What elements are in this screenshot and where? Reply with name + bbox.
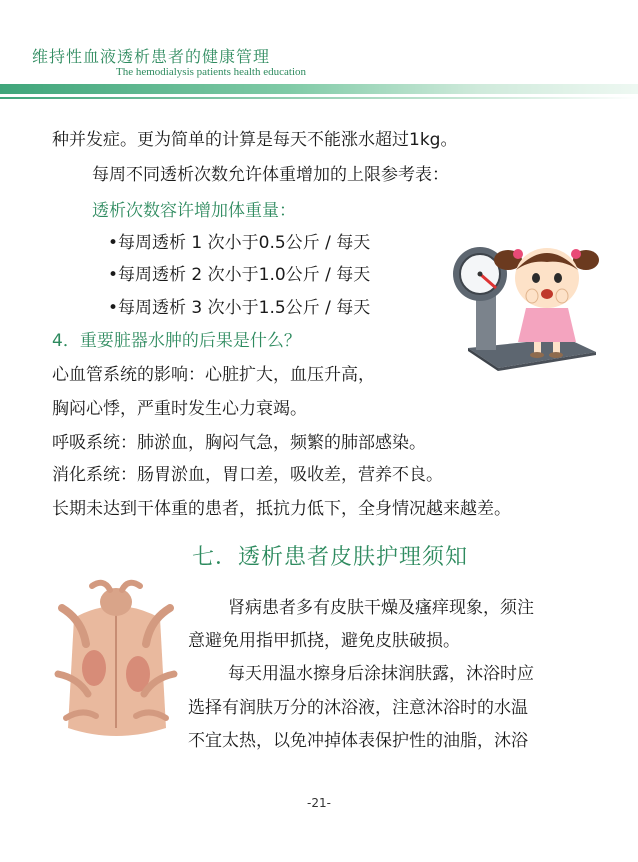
- section7-line: 每天用温水擦身后涂抹润肤露，沐浴时应: [228, 664, 534, 684]
- effect-line: 呼吸系统：肺淤血，胸闷气急，频繁的肺部感染。: [52, 433, 426, 453]
- body-line-1: 种并发症。更为简单的计算是每天不能涨水超过1kg。: [52, 130, 458, 150]
- girl-on-scale-illustration: [446, 230, 606, 372]
- header-bar: [0, 84, 638, 94]
- section-title: 七．透析患者皮肤护理须知: [192, 545, 469, 570]
- section7-line: 选择有润肤万分的沐浴液，注意沐浴时的水温: [188, 698, 528, 718]
- list-item: •每周透析 2 次小于1.0公斤 / 每天: [108, 265, 371, 285]
- section7-line: 不宜太热，以免冲掉体表保护性的油脂，沐浴: [188, 731, 528, 751]
- scratching-back-illustration: [52, 578, 180, 746]
- effect-line: 长期未达到干体重的患者，抵抗力低下，全身情况越来越差。: [52, 499, 511, 519]
- page-number: -21-: [307, 796, 331, 810]
- header-divider: [0, 97, 638, 99]
- header-subtitle: The hemodialysis patients health education: [116, 66, 307, 78]
- effect-line: 胸闷心悸，严重时发生心力衰竭。: [52, 399, 307, 419]
- header-title: 维持性血液透析患者的健康管理: [32, 47, 271, 66]
- effect-line: 心血管系统的影响：心脏扩大，血压升高，: [52, 365, 375, 385]
- section7-line: 意避免用指甲抓挠，避免皮肤破损。: [188, 631, 460, 651]
- body-line-2: 每周不同透析次数允许体重增加的上限参考表：: [92, 165, 449, 185]
- section7-line: 肾病患者多有皮肤干燥及瘙痒现象，须注: [228, 598, 534, 618]
- page-header: [0, 0, 638, 100]
- list-item: •每周透析 3 次小于1.5公斤 / 每天: [108, 298, 371, 318]
- q4-heading: 4．重要脏器水肿的后果是什么？: [52, 331, 301, 351]
- list-heading: 透析次数容许增加体重量：: [92, 201, 296, 221]
- list-item: •每周透析 1 次小于0.5公斤 / 每天: [108, 233, 371, 253]
- effect-line: 消化系统：肠胃淤血，胃口差，吸收差，营养不良。: [52, 465, 443, 485]
